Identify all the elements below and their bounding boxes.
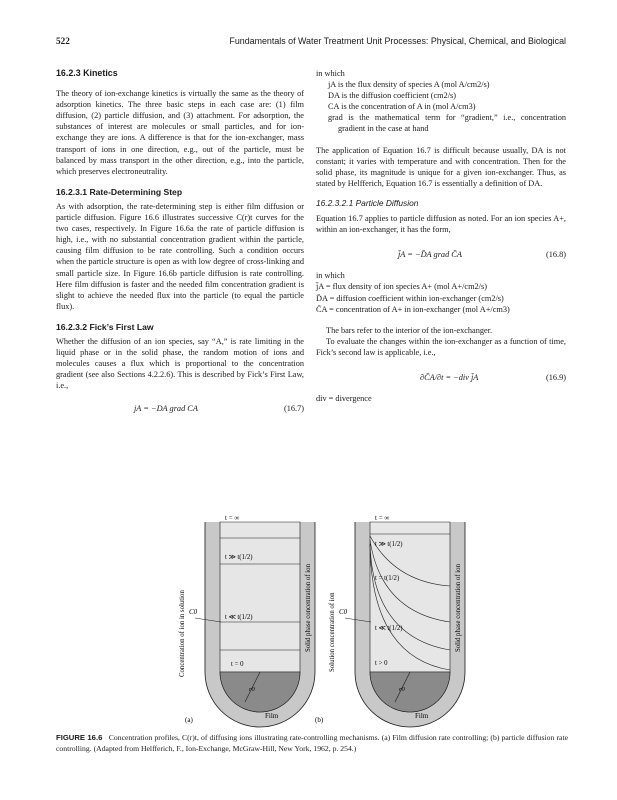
evaluate-paragraph: To evaluate the changes within the ion-exchanger as a function of time, Fick’s second law is applicable, i.e., xyxy=(316,336,566,357)
particle-paragraph: Equation 16.7 applies to particle diffusion as noted. For an ion species A+, within an ion-exchanger, it has the form, xyxy=(316,214,566,235)
definition-item: DA is the diffusion coefficient (cm2/s) xyxy=(328,91,457,101)
section-heading-fick: 16.2.3.2 Fick’s First Law xyxy=(56,321,154,332)
figure-16-6 xyxy=(165,514,462,724)
equation-16-9 xyxy=(316,372,566,383)
label-t-gt-a: t ≫ t(1/2) xyxy=(225,554,253,561)
axis-left-b: Solution concentration of ion xyxy=(329,592,336,672)
definitions-2 xyxy=(316,281,566,314)
equation-16-7-number: (16.7) xyxy=(283,404,304,414)
definition-item: D̄A = diffusion coefficient within ion-exchanger (cm2/s) xyxy=(316,293,504,303)
left-column xyxy=(56,68,304,425)
divergence-definition: div = divergence xyxy=(316,394,372,404)
label-t-inf-a: t = ∞ xyxy=(225,514,240,522)
label-c0-b: C0 xyxy=(339,608,348,616)
axis-left-a: Concentration of ion in solution xyxy=(179,590,186,677)
equation-16-9-body: ∂C̄A/∂t = −div j̄A xyxy=(420,372,479,382)
label-t-zero-a: t = 0 xyxy=(231,661,244,668)
application-paragraph: The application of Equation 16.7 is difficult because usually, DA is not constant; it varies with temperature and with concentration. Then for the solid phase, its magnitude is unique for a given ion-exchanger. Thus, as stated by Helfferich, Equation 16.7 is essentially a definition of DA. xyxy=(316,145,566,188)
page-number: 522 xyxy=(56,36,70,46)
caption-text: Concentration profiles, C(r)t, of diffusing ions illustrating rate-controlling mechanisms. (a) Film diffusion rate controlling; (b) particle diffusion rate controlling. (Adapted from Helfferich, F., Ion-Exchange, McGraw-Hill, New York, 1962, p. 254.) xyxy=(56,733,568,753)
equation-16-8-number: (16.8) xyxy=(545,250,566,260)
label-panel-a: (a) xyxy=(185,716,193,724)
section-heading-kinetics: 16.2.3 Kinetics xyxy=(56,68,118,78)
label-c0-a: C0 xyxy=(189,608,198,616)
caption-label: FIGURE 16.6 xyxy=(56,733,103,742)
label-t-inf-b: t = ∞ xyxy=(375,514,390,522)
panel-b xyxy=(315,514,465,727)
label-t-eq-b: t = t(1/2) xyxy=(375,575,400,582)
definition-item: grad is the mathematical term for “gradient,” i.e., concentration gradient in the case at hand xyxy=(328,113,566,134)
figure-svg xyxy=(165,514,462,724)
definition-item: CA is the concentration of A in (mol A/cm3) xyxy=(328,102,476,112)
label-r0-a: r0 xyxy=(249,686,255,693)
label-r0-b: r0 xyxy=(399,686,405,693)
axis-right-b: Solid phase concentration of ion xyxy=(455,564,462,652)
definition-item: j̄A = flux density of ion species A+ (mol A+/cm2/s) xyxy=(316,282,487,292)
axis-right-a: Solid phase concentration of ion xyxy=(305,564,312,652)
section-heading-rate: 16.2.3.1 Rate-Determining Step xyxy=(56,186,183,197)
label-t-ll-a: t ≪ t(1/2) xyxy=(225,614,253,621)
label-t-ll-b: t ≪ t(1/2) xyxy=(375,625,403,632)
label-film-b: Film xyxy=(415,712,429,720)
definitions-1 xyxy=(328,79,566,134)
equation-16-8-body: j̄A = −D̄A grad C̄A xyxy=(398,250,462,260)
in-which-2: in which xyxy=(316,271,345,281)
kinetics-paragraph: The theory of ion-exchange kinetics is virtually the same as the theory of adsorption kinetics. The three basic steps in each case are: (1) film diffusion, (2) particle diffusion, and (3) attachment. For adsorption, the substances of interest are molecules or small particles, and for ion-exchange they are ions. A difference is that for the ion-exchanger, mass transport of ions in one direction, e.g., out of the particle, must be balanced by mass transport in the other direction, e.g., into the particle, which preserves electroneutrality. xyxy=(56,89,304,176)
equation-16-7-body: jA = −DA grad CA xyxy=(134,404,198,414)
panel-a xyxy=(179,514,315,727)
fick-paragraph: Whether the diffusion of an ion species, say “A,” is rate limiting in the liquid phase or in the solid phase, the random motion of ions and molecules causes a flux which is proportional to the concentration gradient (see also Sections 4.2.2.6). This is described by Fick’s First Law, i.e., xyxy=(56,336,304,391)
equation-16-8 xyxy=(316,249,566,260)
running-title: Fundamentals of Water Treatment Unit Processes: Physical, Chemical, and Biological xyxy=(229,36,566,46)
label-panel-b: (b) xyxy=(315,716,324,724)
definition-item: jA is the flux density of species A (mol A/cm2/s) xyxy=(328,80,490,90)
right-column xyxy=(316,68,566,404)
definition-item: C̄A = concentration of A+ in ion-exchanger (mol A+/cm3) xyxy=(316,304,510,314)
rate-paragraph: As with adsorption, the rate-determining step is either film diffusion or particle diffusion. Figure 16.6 illustrates successive C(r)t curves for the two cases, respectively. In Figure 16.6a the rate of particle diffusion is high, i.e., with no substantial concentration gradient within the particle, causing film diffusion to be rate controlling. Such a condition occurs when the particle structure is open as with low degree of cross-linking and small particle size. In Figure 16.6b particle diffusion is rate controlling. Here film diffusion is faster and the needed film concentration gradient is slight to achieve the needed flux into the particle (to equal the particle flux). xyxy=(56,201,304,311)
figure-caption xyxy=(56,732,568,754)
equation-16-7 xyxy=(56,403,304,414)
label-film-a: Film xyxy=(265,712,279,720)
sub-heading-particle-diffusion: 16.2.3.2.1 Particle Diffusion xyxy=(316,197,419,208)
label-t-gt-b: t ≫ t(1/2) xyxy=(375,541,403,548)
label-t-gt0-b: t > 0 xyxy=(375,660,388,667)
in-which-1: in which xyxy=(316,69,345,78)
bars-paragraph: The bars refer to the interior of the ion-exchanger. xyxy=(326,325,493,335)
equation-16-9-number: (16.9) xyxy=(545,372,566,382)
